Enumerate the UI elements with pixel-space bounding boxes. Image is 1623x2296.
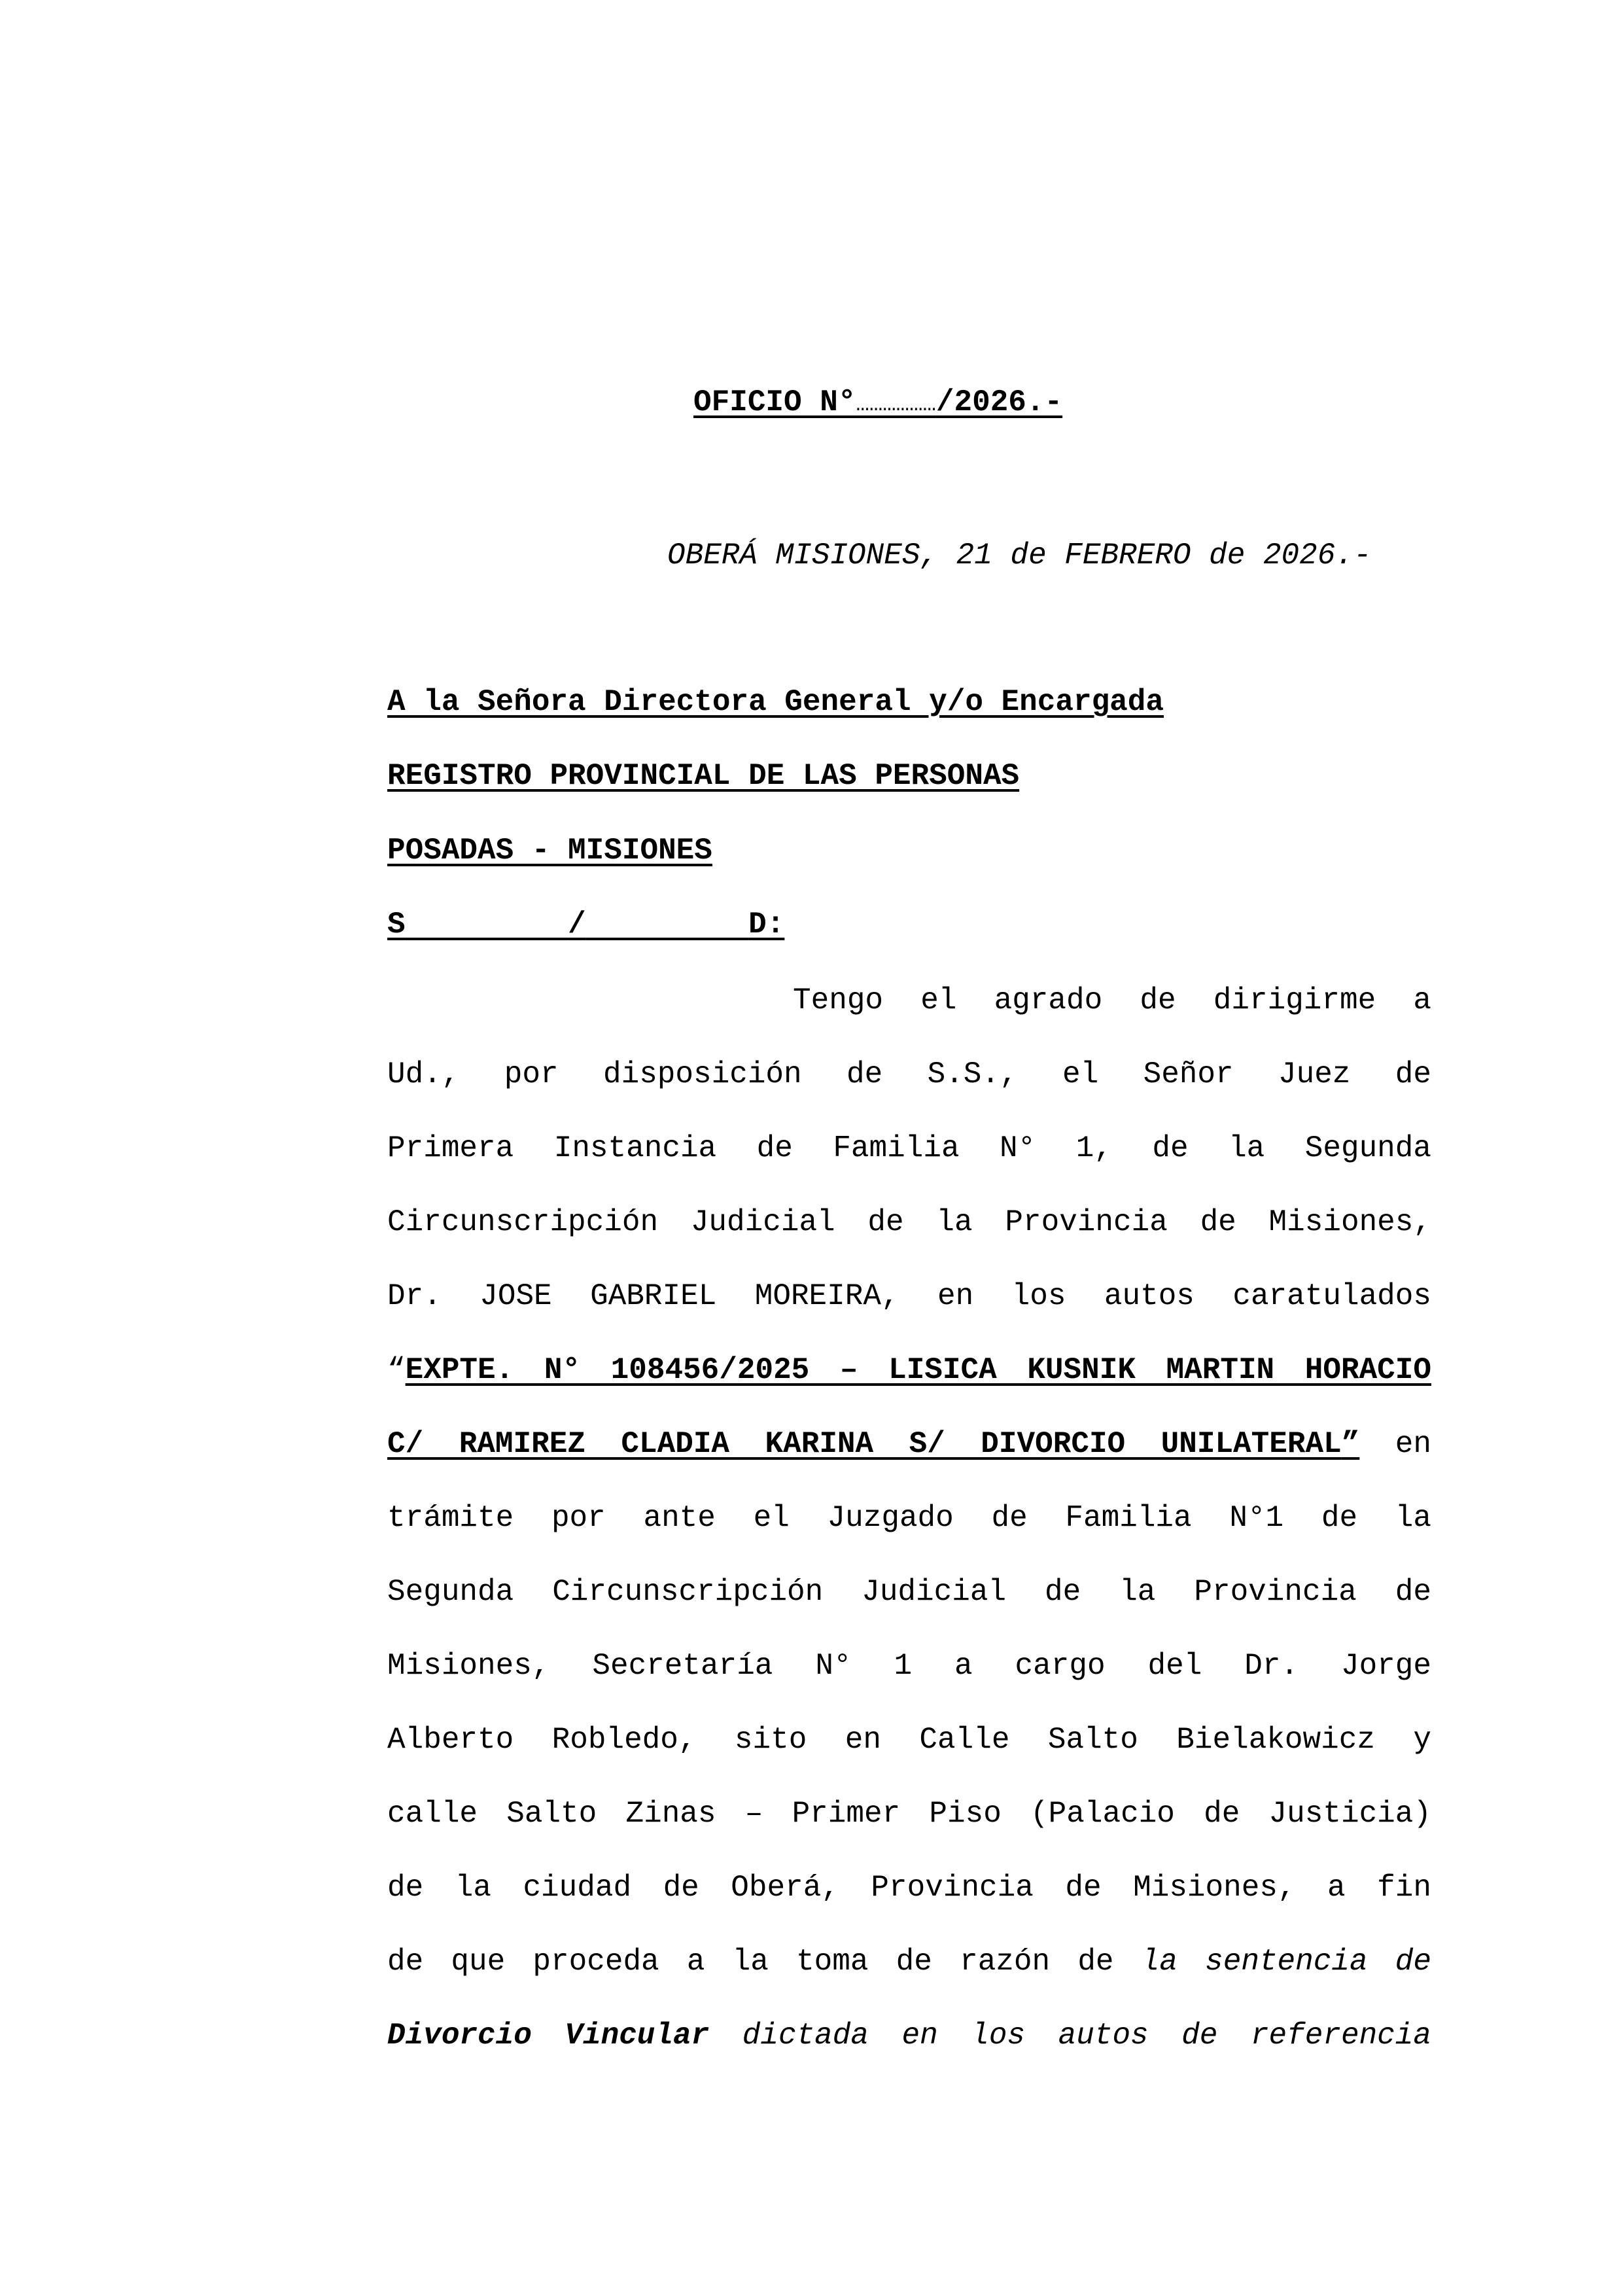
body-line-7-rest: en (1395, 1429, 1431, 1461)
document-title (693, 387, 1062, 417)
open-quote: “ (387, 1355, 406, 1387)
body-line-14-italic: la sentencia de (1141, 1947, 1431, 1979)
body-line-9: Segunda Circunscripción Judicial de la Provincia de (387, 1577, 1431, 1609)
sd-s: S (387, 908, 406, 942)
title-suffix: /2026.- (935, 385, 1063, 419)
sd-slash: / (568, 908, 586, 942)
body-line-11: Alberto Robledo, sito en Calle Salto Bielakowicz y (387, 1725, 1431, 1757)
body-line-6 (387, 1355, 1431, 1388)
body-line-12: calle Salto Zinas – Primer Piso (Palacio de Justicia) (387, 1799, 1431, 1831)
addressee-line-1: A la Señora Directora General y/o Encargada (387, 685, 1164, 719)
body-line-3: Primera Instancia de Familia N° 1, de la Segunda (387, 1133, 1431, 1165)
body-line-15 (387, 2021, 1431, 2053)
body-line-13: de la ciudad de Oberá, Provincia de Misiones, a fin (387, 1873, 1431, 1905)
body-line-8: trámite por ante el Juzgado de Familia N°1 de la (387, 1503, 1431, 1535)
case-title-part-2 (387, 1429, 1359, 1461)
sd-d: D: (748, 908, 785, 942)
addressee-line-3: POSADAS - MISIONES (387, 834, 712, 868)
case-title-part-2-text: C/ RAMIREZ CLADIA KARINA S/ DIVORCIO UNILATERAL (387, 1429, 1342, 1461)
place-date: OBERÁ MISIONES, 21 de FEBRERO de 2026.- (667, 539, 1372, 573)
case-title-part-1: EXPTE. N° 108456/2025 – LISICA KUSNIK MARTIN HORACIO (405, 1355, 1431, 1387)
divorce-type: Divorcio Vincular (387, 2021, 710, 2053)
body-line-4: Circunscripción Judicial de la Provincia de Misiones, (387, 1207, 1431, 1239)
body-line-1: Tengo el agrado de dirigirme a (793, 985, 1431, 1017)
body-line-14 (387, 1947, 1431, 1979)
body-line-2: Ud., por disposición de S.S., el Señor Juez de (387, 1059, 1431, 1091)
close-quote: ” (1341, 1429, 1360, 1461)
body-line-10: Misiones, Secretaría N° 1 a cargo del Dr. Jorge (387, 1651, 1431, 1683)
body-line-15-italic: dictada en los autos de referencia (742, 2021, 1431, 2053)
addressee-sd (387, 910, 784, 940)
addressee-line-2: REGISTRO PROVINCIAL DE LAS PERSONAS (387, 759, 1020, 793)
body-line-7 (387, 1429, 1431, 1462)
title-number-dots: ……………… (856, 393, 936, 417)
title-prefix: OFICIO N° (693, 385, 856, 419)
body-line-5: Dr. JOSE GABRIEL MOREIRA, en los autos caratulados (387, 1281, 1431, 1313)
body-line-14-plain: de que proceda a la toma de razón de (387, 1947, 1114, 1979)
